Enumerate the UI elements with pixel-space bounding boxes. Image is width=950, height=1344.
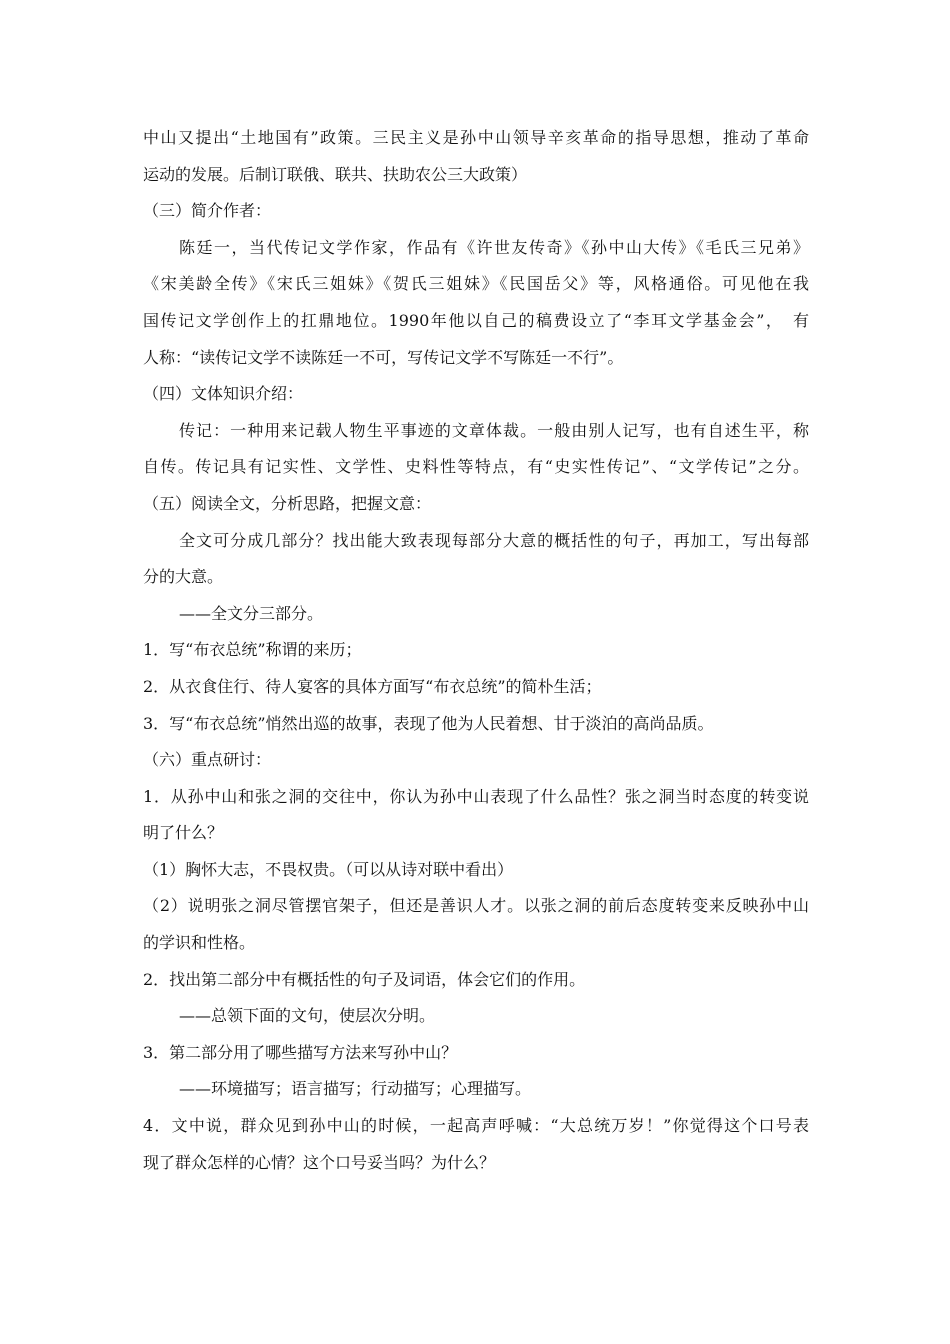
question-line: 4．文中说，群众见到孙中山的时候，一起高声呼喊：“大总统万岁！”你觉得这个口号表 (143, 1116, 809, 1136)
paragraph-line: 《宋美龄全传》《宋氏三姐妹》《贺氏三姐妹》《民国岳父》等，风格通俗。可见他在我 (143, 274, 809, 294)
paragraph-line: 人称：“读传记文学不读陈廷一不可，写传记文学不写陈廷一不行”。 (143, 347, 624, 367)
question-line: 2．找出第二部分中有概括性的句子及词语，体会它们的作用。 (143, 969, 586, 989)
question-line: 明了什么？ (143, 823, 224, 843)
answer-line: ——总领下面的文句，使层次分明。 (179, 1006, 436, 1026)
question-line: 1．从孙中山和张之洞的交往中，你认为孙中山表现了什么品性？张之洞当时态度的转变说 (143, 786, 809, 806)
paragraph-line: 国传记文学创作上的扛鼎地位。1990年他以自己的稿费设立了“李耳文学基金会”， 有 (143, 310, 809, 330)
question-line: 3．第二部分用了哪些描写方法来写孙中山？ (143, 1042, 458, 1062)
section-heading: （五）阅读全文，分析思路，把握文意： (143, 493, 432, 513)
list-item: 2．从衣食住行、待人宴客的具体方面写“布衣总统”的简朴生活； (143, 676, 602, 696)
answer-line: ——全文分三部分。 (179, 603, 324, 623)
section-heading: （四）文体知识介绍： (143, 384, 304, 404)
paragraph-line: 运动的发展。后制订联俄、联共、扶助农公三大政策） (143, 164, 528, 184)
question-line: 现了群众怎样的心情？这个口号妥当吗？为什么？ (143, 1152, 496, 1172)
paragraph-line: 中山又提出“土地国有”政策。三民主义是孙中山领导辛亥革命的指导思想，推动了革命 (143, 128, 809, 147)
list-item: 1．写“布衣总统”称谓的来历； (143, 640, 362, 660)
paragraph-line: 自传。传记具有记实性、文学性、史料性等特点，有“史实性传记”、“文学传记”之分。 (143, 457, 809, 477)
section-heading: （六）重点研讨： (143, 750, 272, 770)
section-heading: （三）简介作者： (143, 201, 272, 221)
paragraph-line: 分的大意。 (143, 567, 224, 587)
answer-line: 的学识和性格。 (143, 933, 256, 953)
paragraph-line: 全文可分成几部分？找出能大致表现每部分大意的概括性的句子，再加工，写出每部 (179, 530, 809, 550)
document-page (143, 120, 809, 1181)
answer-line: （2）说明张之洞尽管摆官架子，但还是善识人才。以张之洞的前后态度转变来反映孙中山 (143, 896, 809, 916)
paragraph-line: 传记：一种用来记载人物生平事迹的文章体裁。一般由别人记写，也有自述生平，称 (179, 420, 809, 440)
answer-line: ——环境描写；语言描写；行动描写；心理描写。 (179, 1079, 532, 1099)
answer-line: （1）胸怀大志，不畏权贵。（可以从诗对联中看出） (143, 859, 514, 879)
paragraph-line: 陈廷一，当代传记文学作家，作品有《许世友传奇》《孙中山大传》《毛氏三兄弟》 (179, 237, 809, 257)
list-item: 3．写“布衣总统”悄然出巡的故事，表现了他为人民着想、甘于淡泊的高尚品质。 (143, 713, 714, 733)
